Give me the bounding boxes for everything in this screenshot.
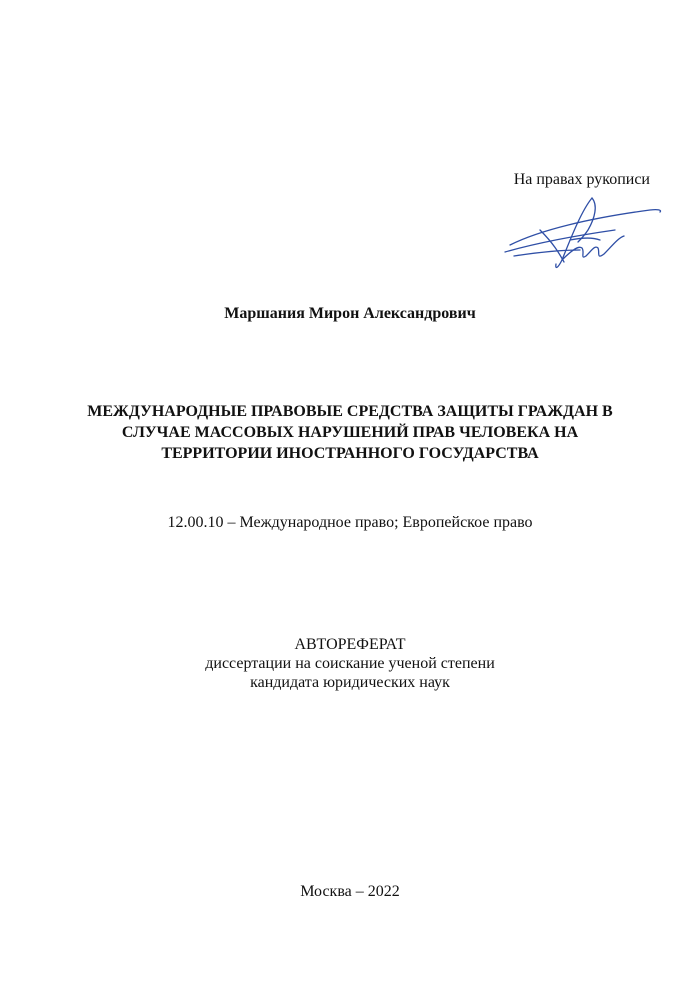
title-line: ТЕРРИТОРИИ ИНОСТРАННОГО ГОСУДАРСТВА bbox=[161, 445, 539, 462]
city-year: Москва – 2022 bbox=[300, 883, 400, 900]
title-line: СЛУЧАЕ МАССОВЫХ НАРУШЕНИЙ ПРАВ ЧЕЛОВЕКА НА bbox=[121, 424, 579, 441]
abstract-block bbox=[0, 635, 700, 692]
abstract-heading: АВТОРЕФЕРАТ bbox=[294, 636, 406, 653]
abstract-degree: кандидата юридических наук bbox=[250, 674, 450, 691]
handwritten-signature-icon bbox=[500, 190, 670, 275]
title-line: МЕЖДУНАРОДНЫЕ ПРАВОВЫЕ СРЕДСТВА ЗАЩИТЫ ГРАЖДАН В bbox=[87, 403, 613, 420]
dissertation-title bbox=[60, 401, 640, 464]
specialty-code: 12.00.10 – Международное право; Европейское право bbox=[167, 514, 533, 531]
abstract-purpose: диссертации на соискание ученой степени bbox=[205, 655, 495, 672]
author-name: Маршания Мирон Александрович bbox=[224, 305, 476, 322]
manuscript-rights-note: На правах рукописи bbox=[513, 171, 650, 188]
